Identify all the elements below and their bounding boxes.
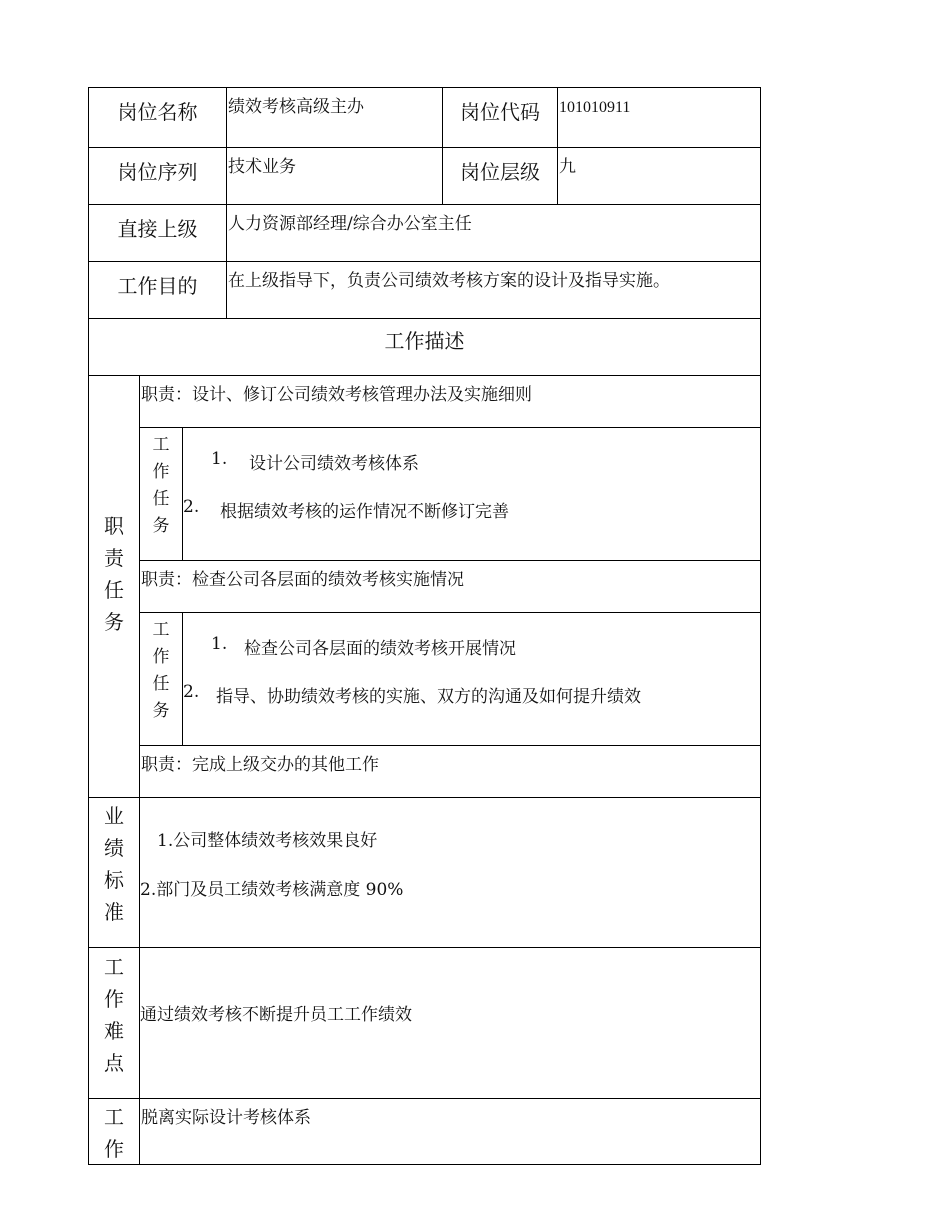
- direct-superior-value: 人力资源部经理/综合办公室主任: [226, 204, 761, 262]
- position-sequence-value: 技术业务: [226, 147, 443, 205]
- performance-standard-label: 业绩标准: [88, 797, 140, 948]
- task-1-1: 设计公司绩效考核体系: [249, 454, 419, 474]
- direct-superior-label: 直接上级: [88, 204, 227, 262]
- work-description-heading: 工作描述: [88, 318, 761, 376]
- task-2-1: 检查公司各层面的绩效考核开展情况: [244, 639, 516, 659]
- duties-section-label: 职责任务: [88, 375, 140, 798]
- work-risk-content: 脱离实际设计考核体系: [139, 1098, 761, 1165]
- duty-1: 职责：设计、修订公司绩效考核管理办法及实施细则: [139, 375, 761, 428]
- task-label-2: 工作任务: [139, 612, 183, 746]
- position-code-value: 101010911: [557, 87, 761, 148]
- position-level-value: 九: [557, 147, 761, 205]
- performance-line-2: 2.部门及员工绩效考核满意度 90%: [140, 880, 404, 900]
- task-2-2-number: 2.: [183, 682, 200, 702]
- duty-2: 职责：检查公司各层面的绩效考核实施情况: [139, 560, 761, 613]
- position-sequence-label: 岗位序列: [88, 147, 227, 205]
- work-difficulty-label: 工作难点: [88, 947, 140, 1099]
- work-risk-label: 工作: [88, 1098, 140, 1165]
- task-list-2: [182, 612, 761, 746]
- job-description-table: [88, 87, 761, 1165]
- task-1-2-number: 2.: [183, 497, 200, 517]
- performance-standard-content: [139, 797, 761, 948]
- work-difficulty-content: [139, 947, 761, 1099]
- work-difficulty-text: 通过绩效考核不断提升员工工作绩效: [140, 1005, 412, 1025]
- task-1-2: 根据绩效考核的运作情况不断修订完善: [220, 502, 509, 522]
- task-list-1: [182, 427, 761, 561]
- work-purpose-value: 在上级指导下，负责公司绩效考核方案的设计及指导实施。: [226, 261, 761, 319]
- performance-line-1: 1.公司整体绩效考核效果良好: [157, 831, 378, 851]
- position-level-label: 岗位层级: [442, 147, 558, 205]
- duty-3: 职责：完成上级交办的其他工作: [139, 745, 761, 798]
- position-name-value: 绩效考核高级主办: [226, 87, 443, 148]
- task-2-2: 指导、协助绩效考核的实施、双方的沟通及如何提升绩效: [216, 687, 641, 707]
- work-purpose-label: 工作目的: [88, 261, 227, 319]
- position-code-label: 岗位代码: [442, 87, 558, 148]
- task-label-1: 工作任务: [139, 427, 183, 561]
- task-2-1-number: 1.: [211, 634, 228, 654]
- task-1-1-number: 1.: [211, 449, 228, 469]
- position-name-label: 岗位名称: [88, 87, 227, 148]
